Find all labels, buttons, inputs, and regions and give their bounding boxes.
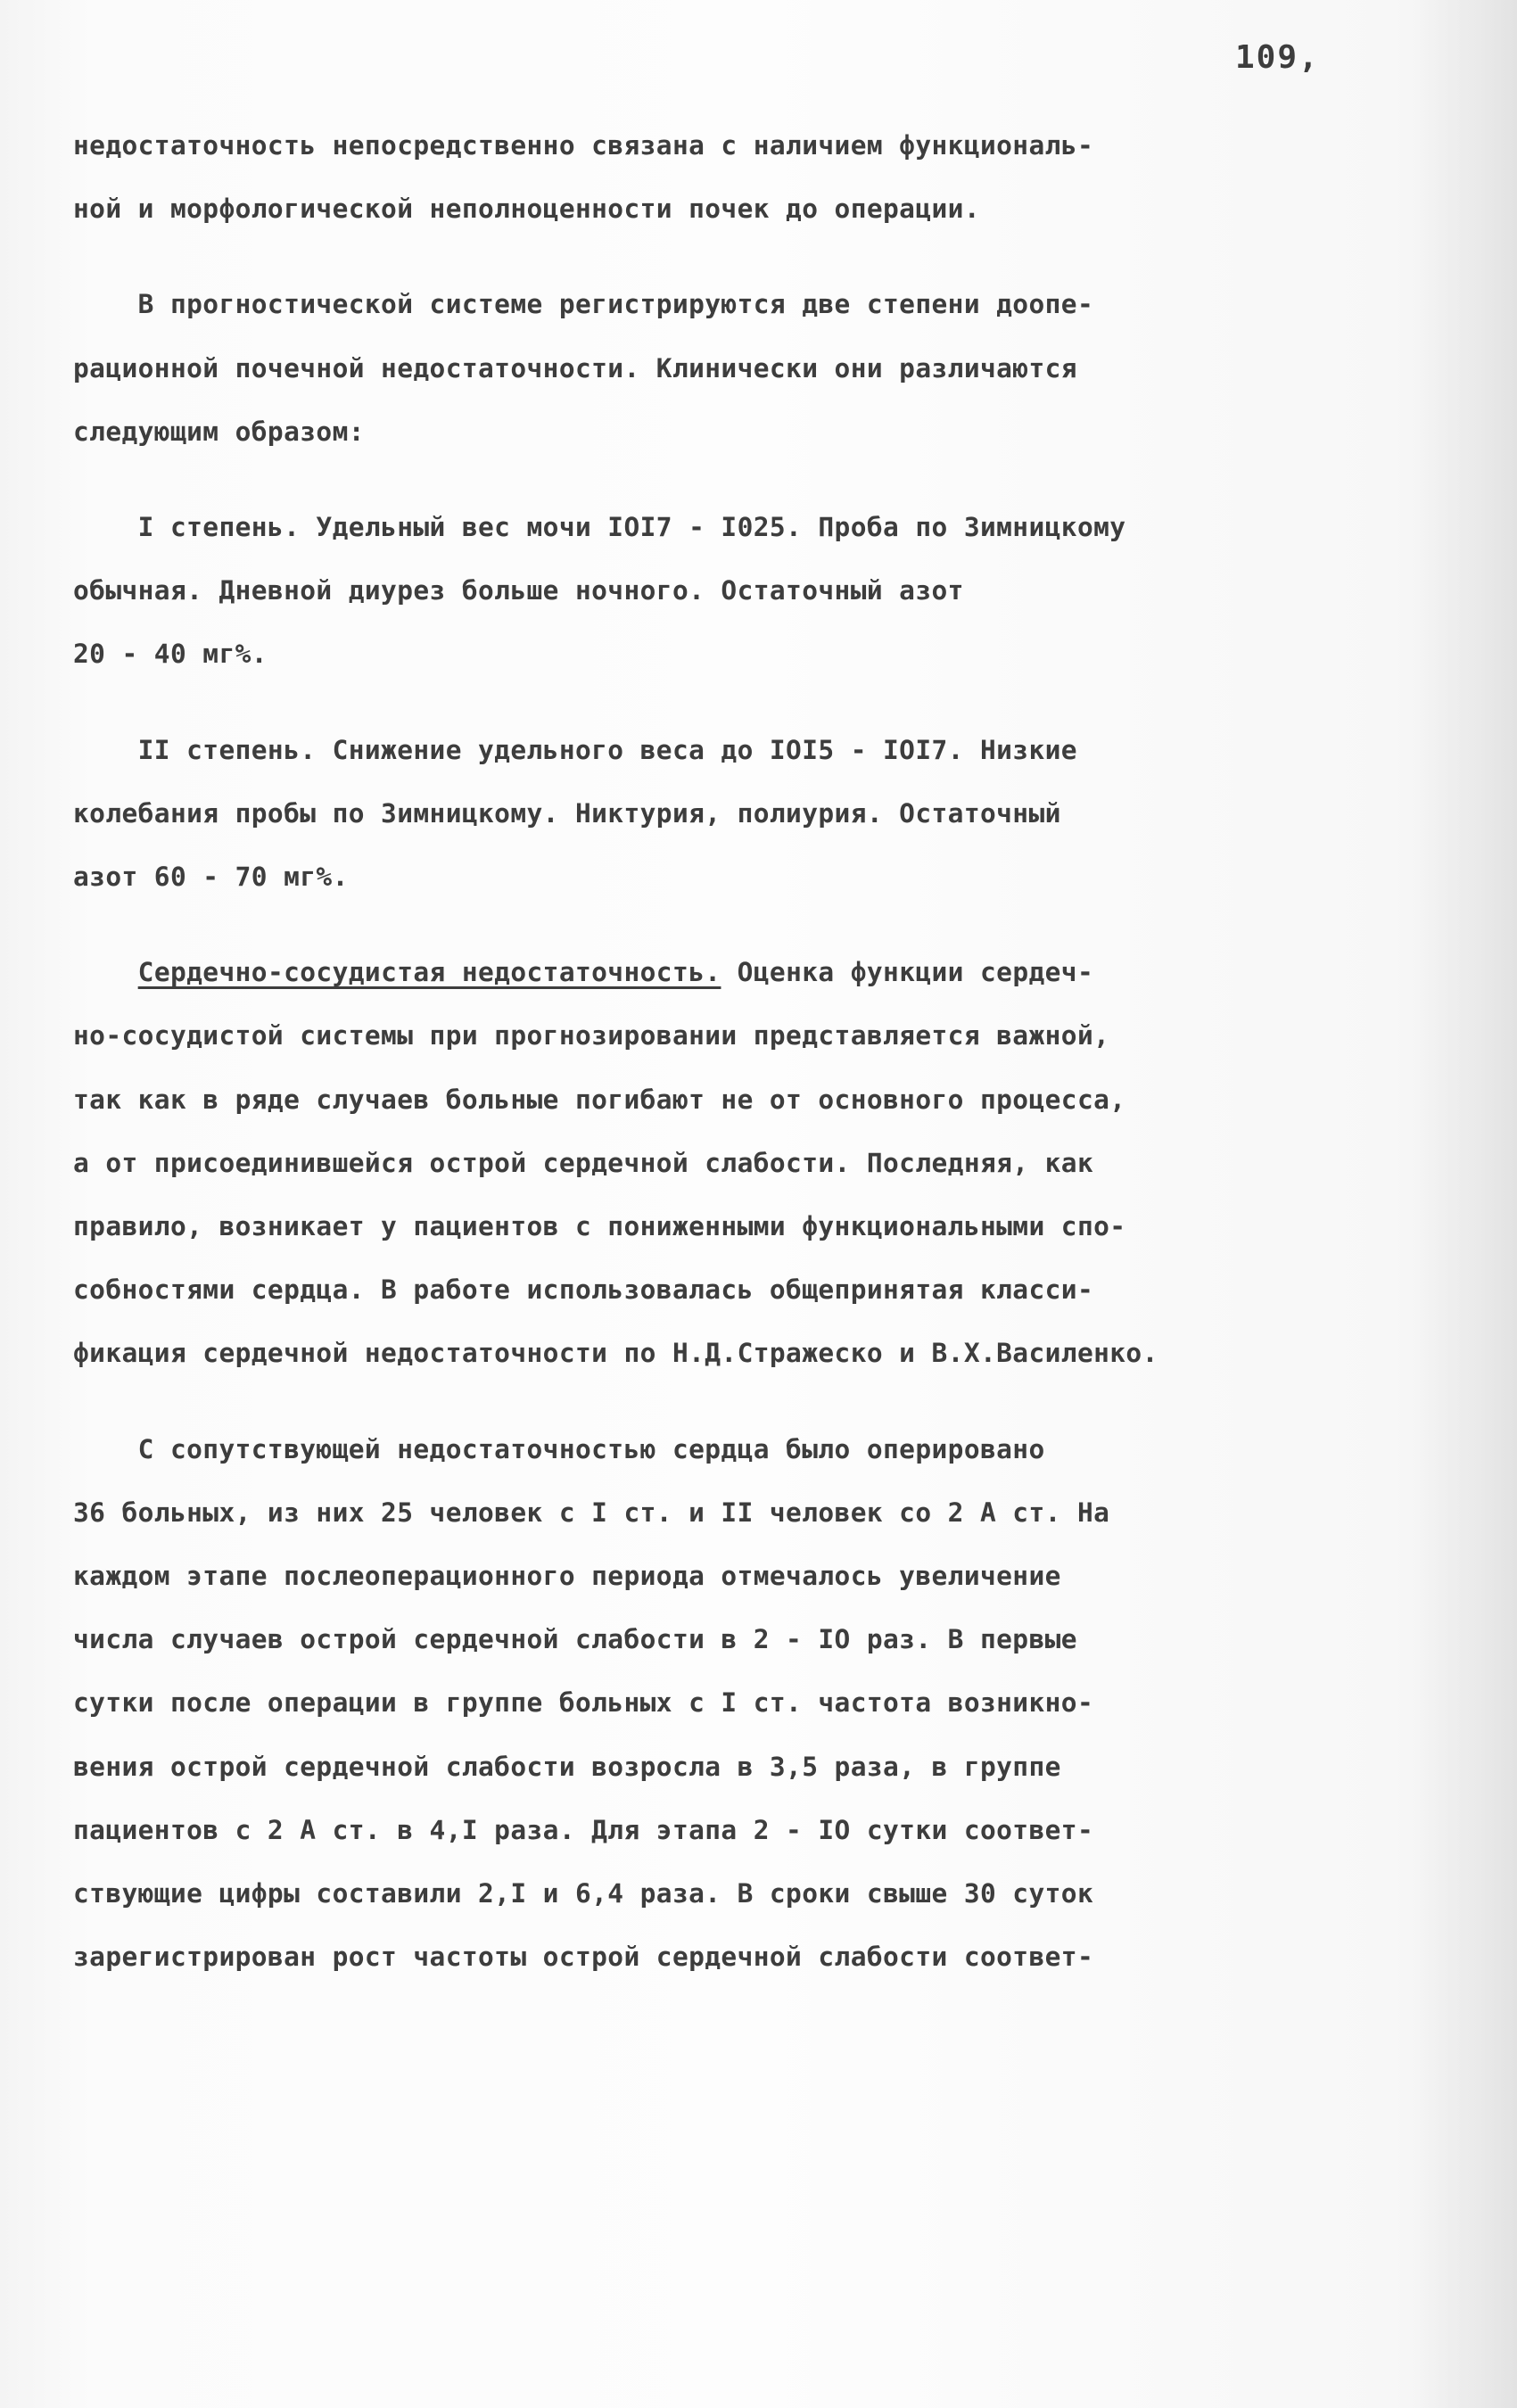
text-line: недостаточность непосредственно связана с наличием функциональ- (73, 130, 1094, 161)
text-line: так как в ряде случаев больные погибают не от основного процесса, (73, 1084, 1126, 1115)
section-heading: Сердечно-сосудистая недостаточность. (137, 957, 721, 988)
text-line: 20 - 40 мг%. (73, 639, 268, 670)
text-line: обычная. Дневной диурез больше ночного. Остаточный азот (73, 575, 964, 606)
text-line: ной и морфологической неполноценности почек до операции. (73, 194, 980, 225)
document-body (73, 114, 1464, 1989)
text-line: азот 60 - 70 мг%. (73, 862, 349, 893)
page-number: 109, (1235, 39, 1320, 76)
text-line: следующим образом: (73, 416, 365, 447)
text-line: II степень. Снижение удельного веса до IOI5 - IOI7. Низкие (73, 734, 1077, 765)
text-line: пациентов с 2 А ст. в 4,I раза. Для этапа 2 - IO сутки соответ- (73, 1814, 1094, 1845)
text-line: В прогностической системе регистрируются две степени доопе- (73, 289, 1094, 320)
text-line: сутки после операции в группе больных с I ст. частота возникно- (73, 1687, 1094, 1719)
text-line: I степень. Удельный вес мочи IOI7 - I025. Проба по Зимницкому (73, 512, 1126, 543)
heading-tail: Оценка функции сердеч- (721, 957, 1094, 988)
text-line: правило, возникает у пациентов с пониженными функциональными спо- (73, 1211, 1126, 1242)
text-line: ствующие цифры составили 2,I и 6,4 раза. В сроки свыше 30 суток (73, 1878, 1094, 1909)
text-line: вения острой сердечной слабости возросла в 3,5 раза, в группе (73, 1751, 1061, 1782)
text-line: зарегистрирован рост частоты острой сердечной слабости соответ- (73, 1942, 1094, 1973)
text-line: но-сосудистой системы при прогнозировании представляется важной, (73, 1020, 1110, 1051)
text-line: фикация сердечной недостаточности по Н.Д.Стражеско и В.Х.Василенко. (73, 1338, 1158, 1369)
text-line: 36 больных, из них 25 человек с I ст. и II человек со 2 А ст. На (73, 1497, 1110, 1528)
text-line: числа случаев острой сердечной слабости в 2 - IO раз. В первые (73, 1624, 1077, 1655)
text-line: колебания пробы по Зимницкому. Никтурия, полиурия. Остаточный (73, 797, 1061, 829)
text-line: рационной почечной недостаточности. Клинически они различаются (73, 352, 1077, 383)
text-line: каждом этапе послеоперационного периода отмечалось увеличение (73, 1561, 1061, 1592)
text-line: а от присоединившейся острой сердечной слабости. Последняя, как (73, 1147, 1094, 1178)
text-line: собностями сердца. В работе использовалась общепринятая класси- (73, 1274, 1094, 1306)
section-heading-line (73, 941, 1464, 1004)
text-line: С сопутствующей недостаточностью сердца было оперировано (73, 1433, 1045, 1464)
